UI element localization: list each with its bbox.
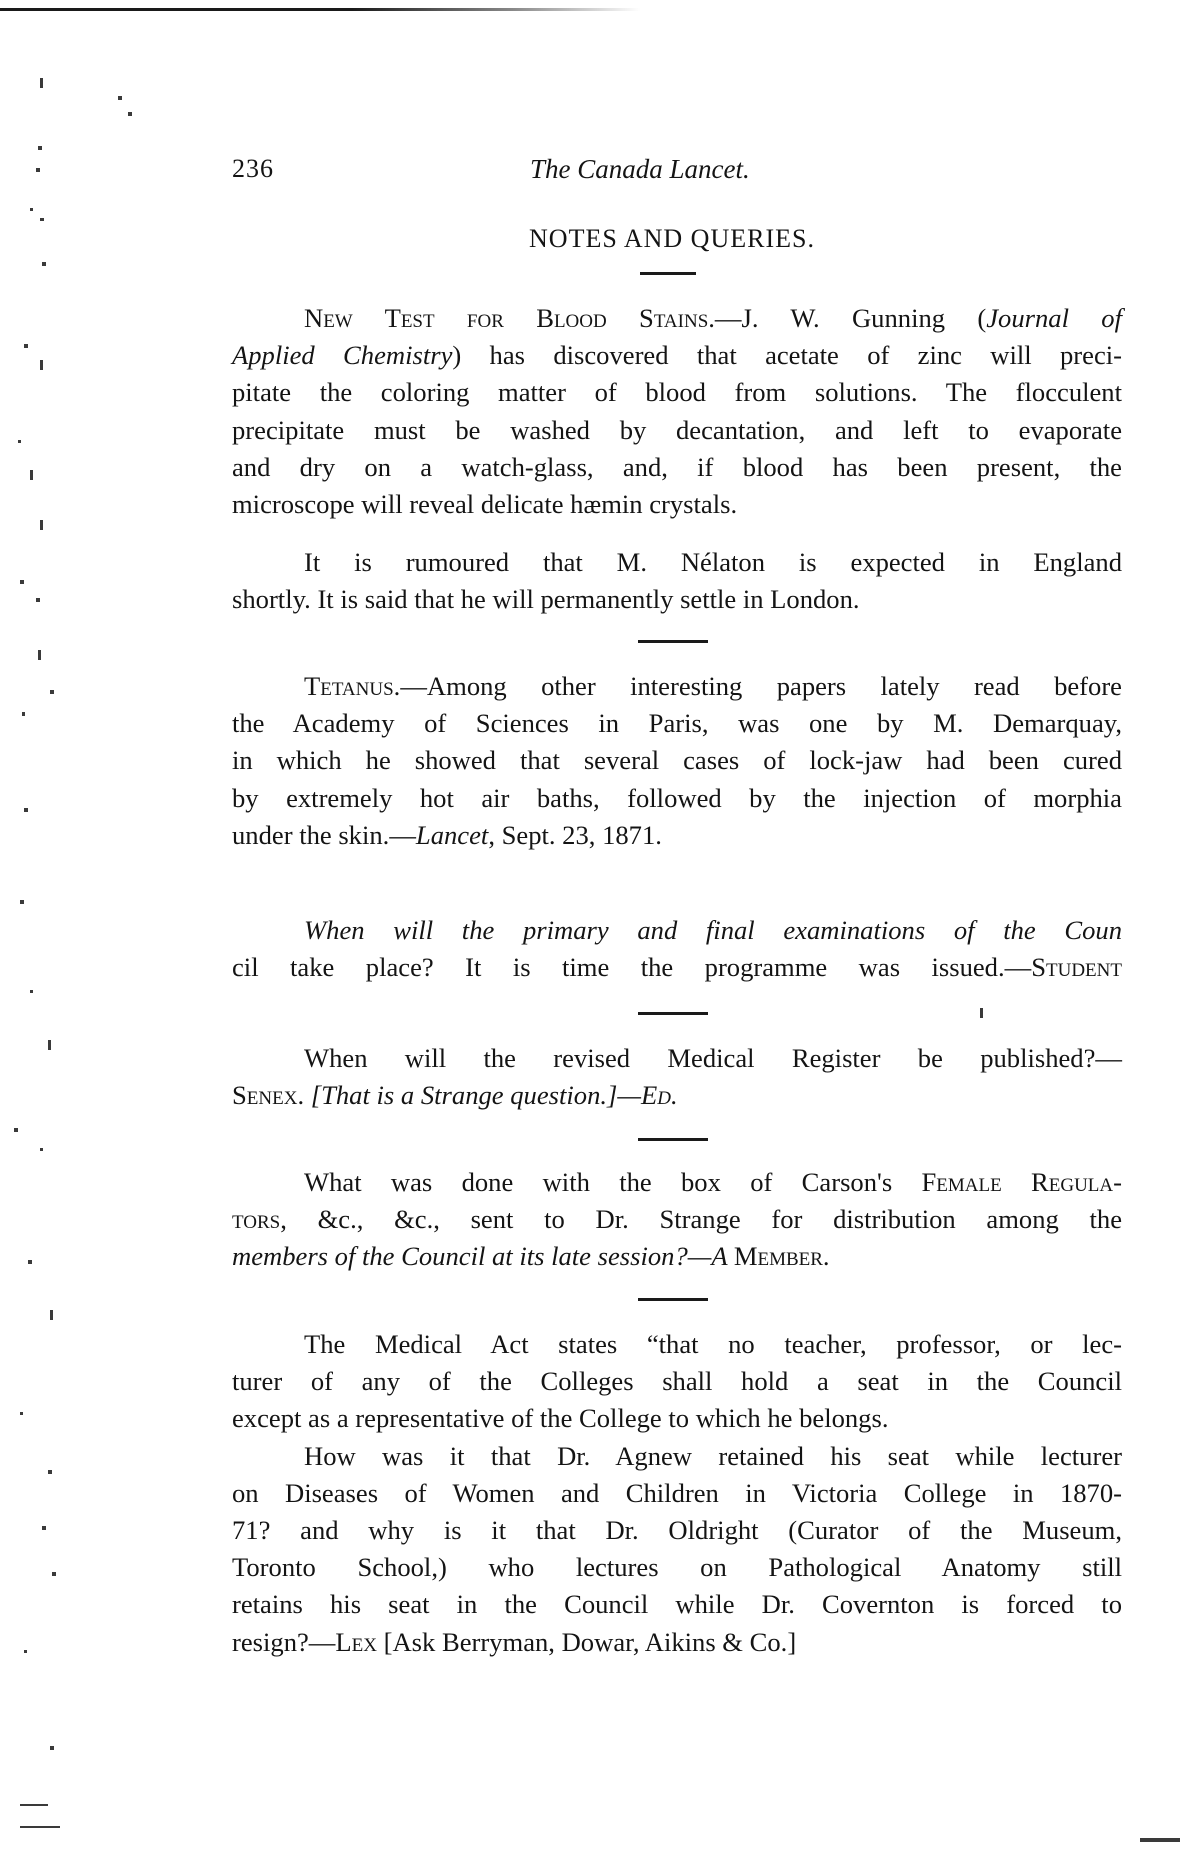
query-medical-register	[232, 1040, 1122, 1114]
text-run: , Sept. 23, 1871.	[488, 819, 662, 850]
page-number: 236	[232, 154, 274, 183]
text-line: the Academy of Sciences in Paris, was one by M. Demarquay,	[232, 708, 1122, 739]
text-run: cil take place? It is time the programme was issued.—	[232, 952, 1032, 983]
text-line: When will the primary and final examinations of the Coun	[304, 915, 1122, 945]
text-line: Toronto School,) who lectures on Pathological Anatomy still	[232, 1552, 1122, 1583]
text-run: tors	[232, 1204, 281, 1235]
text-run: [That is a	[304, 1080, 421, 1111]
text-run: —J. W. Gunning (	[714, 303, 987, 333]
text-line	[304, 1164, 1122, 1201]
text-line: microscope will reveal delicate hæmin crystals.	[232, 489, 738, 520]
text-line: pitate the coloring matter of blood from solutions. The flocculent	[232, 377, 1122, 408]
text-line	[304, 300, 1122, 337]
text-line: shortly. It is said that he will permanently settle in London.	[232, 584, 860, 615]
page-header	[232, 154, 932, 194]
text-line: precipitate must be washed by decantation, and left to evaporate	[232, 414, 1122, 445]
text-run: Strange	[420, 1080, 504, 1111]
note-heading: New Test for Blood Stains.	[304, 303, 715, 333]
section-divider	[638, 1138, 708, 1141]
running-title: The Canada Lancet.	[530, 154, 750, 184]
text-run: Lancet	[415, 819, 489, 850]
text-line: and dry on a watch-glass, and, if blood has been present, the	[232, 451, 1122, 482]
query-signature: Member.	[733, 1241, 830, 1272]
section-divider	[638, 1298, 708, 1301]
text-run: under the skin.—	[232, 819, 416, 850]
text-run: ) has discovered that acetate of zinc will preci-	[452, 340, 1122, 371]
text-line: When will the revised Medical Register be published?—	[304, 1043, 1122, 1073]
editor-reply: [Ask Berryman, Dowar, Aikins & Co.]	[376, 1626, 797, 1657]
query-female-regulators	[232, 1164, 1122, 1276]
note-tetanus	[232, 668, 1122, 854]
text-line	[232, 949, 1122, 986]
text-run: resign?—	[232, 1626, 336, 1657]
text-run: members of the Council at its late session?—A	[232, 1241, 734, 1272]
text-line	[232, 1238, 1122, 1275]
editor-signature: Ed.	[641, 1080, 678, 1111]
note-nelaton	[232, 544, 1122, 618]
text-run: , &c., &c., sent to Dr. Strange for distribution among the	[280, 1204, 1122, 1235]
note-heading: Tetanus.	[304, 671, 401, 701]
text-line: retains his seat in the Council while Dr. Covernton is forced to	[232, 1589, 1122, 1620]
query-signature: Lex	[335, 1626, 377, 1657]
text-run: question.]—	[503, 1080, 642, 1111]
text-line: How was it that Dr. Agnew retained his seat while lecturer	[304, 1440, 1122, 1471]
text-line: by extremely hot air baths, followed by the injection of morphia	[232, 782, 1122, 813]
text-run: Applied Chemistry	[232, 340, 453, 371]
text-line: on Diseases of Women and Children in Victoria College in 1870-	[232, 1477, 1122, 1508]
text-line: turer of any of the Colleges shall hold a seat in the Council	[232, 1366, 1122, 1397]
text-run: —Among other interesting papers lately read before	[400, 671, 1122, 701]
section-title-rule	[640, 272, 696, 275]
section-divider	[638, 1012, 708, 1015]
section-title: NOTES AND QUERIES.	[529, 224, 815, 253]
text-line	[304, 668, 1122, 705]
text-line: except as a representative of the College to which he belongs.	[232, 1403, 889, 1434]
query-examinations	[232, 912, 1122, 986]
text-line	[232, 1201, 1122, 1238]
note-blood-stains	[232, 300, 1122, 523]
text-run: Female Regula-	[921, 1167, 1122, 1197]
text-run: What was done with the box of Carson's	[304, 1167, 922, 1197]
section-divider	[638, 640, 708, 643]
text-line	[232, 817, 1122, 854]
text-line	[232, 1077, 1122, 1114]
query-signature: Student	[1031, 952, 1122, 983]
text-line: It is rumoured that M. Nélaton is expected in England	[304, 547, 1122, 577]
text-line	[232, 337, 1122, 374]
text-line: in which he showed that several cases of lock-jaw had been cured	[232, 745, 1122, 776]
text-line: The Medical Act states “that no teacher, professor, or lec-	[304, 1329, 1122, 1359]
text-run: Journal of	[986, 303, 1122, 333]
text-line: 71? and why is it that Dr. Oldright (Curator of the Museum,	[232, 1515, 1122, 1546]
text-line	[232, 1624, 1122, 1661]
query-signature: Senex.	[232, 1080, 305, 1111]
top-edge-rule	[0, 8, 640, 11]
query-medical-act	[232, 1326, 1122, 1661]
